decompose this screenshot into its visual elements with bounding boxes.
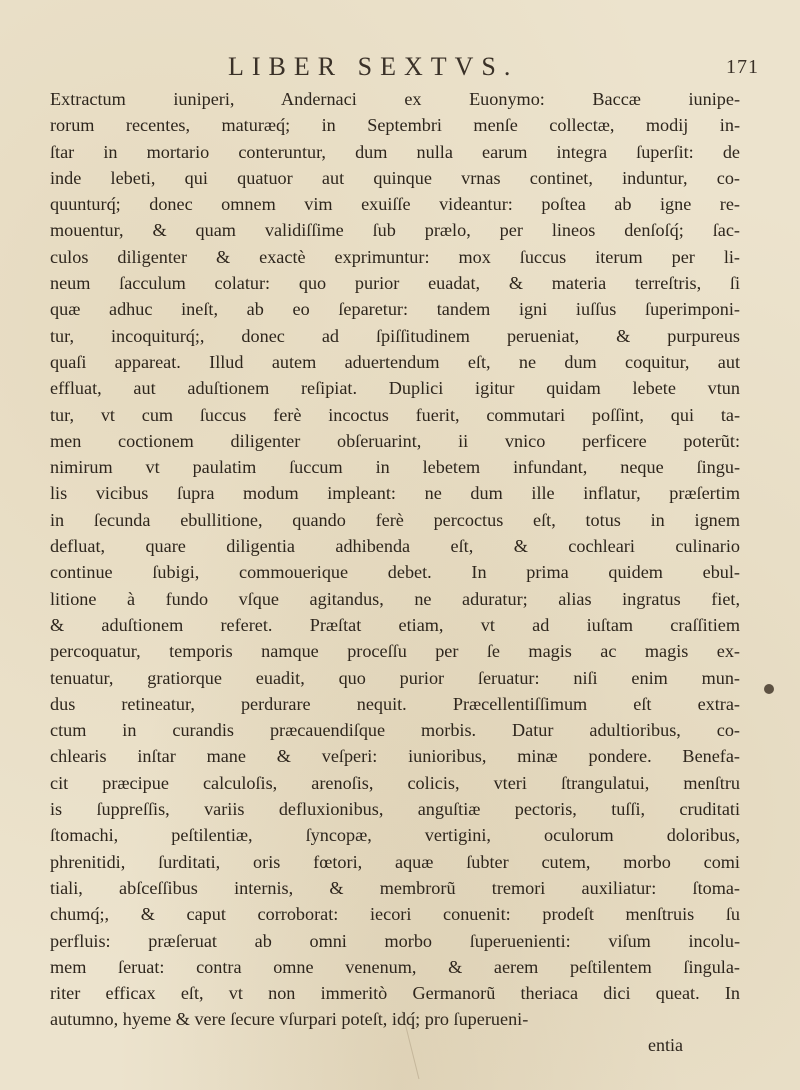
text-line: riter efficax eſt, vt non immeritò Germanorũ theriaca dici queat. In — [50, 983, 740, 1004]
text-line: tiali, abſceſſibus internis, & membrorũ tremori auxiliatur: ſtoma- — [50, 877, 740, 898]
ink-blot — [764, 684, 774, 694]
text-line: men coctionem diligenter obſeruarint, ii vnico perficere poterũt: — [50, 430, 740, 451]
text-line: tur, vt cum ſuccus ferè incoctus fuerit, commutari poſſint, qui ta- — [50, 404, 740, 425]
text-line: quaſi appareat. Illud autem aduertendum eſt, ne dum coquitur, aut — [50, 351, 740, 372]
text-line: neum ſacculum colatur: quo purior euadat, & materia terreſtris, ſi — [50, 273, 740, 294]
text-line: percoquatur, temporis namque proceſſu per ſe magis ac magis ex- — [50, 641, 740, 662]
text-line: litione à fundo vſque agitandus, ne aduratur; alias ingratus fiet, — [50, 588, 740, 609]
text-line: autumno, hyeme & vere ſecure vſurpari poteſt, idq́; pro ſuperueni- — [50, 1009, 529, 1030]
text-line: & aduſtionem referet. Præſtat etiam, vt ad iuſtam craſſitiem — [50, 614, 740, 635]
text-line: chlearis inſtar mane & veſperi: iunioribus, minæ pondere. Benefa- — [50, 746, 740, 767]
text-line: defluat, quare diligentia adhibenda eſt, & cochleari culinario — [50, 536, 740, 557]
text-line: phrenitidi, ſurditati, oris fœtori, aquæ ſubter cutem, morbo comi — [50, 851, 740, 872]
text-line: quæ adhuc ineſt, ab eo ſeparetur: tandem igni iuſſus ſuperimponi- — [50, 299, 740, 320]
text-line: tenuatur, gratiorque euadit, quo purior ſeruatur: niſi enim mun- — [50, 667, 740, 688]
text-line: chumq́;, & caput corroborat: iecori conuenit: prodeſt menſtruis ſu — [50, 904, 740, 925]
text-line: Extractum iuniperi, Andernaci ex Euonymo: Baccæ iunipe- — [50, 89, 740, 109]
text-line: rorum recentes, maturæq́; in Septembri menſe collectæ, modij in- — [50, 115, 740, 136]
text-line: effluat, aut aduſtionem reſipiat. Duplici igitur quidam lebete vtun — [50, 378, 740, 399]
text-line: cit præcipue calculoſis, arenoſis, colicis, vteri ſtrangulatui, menſtru — [50, 772, 740, 793]
text-line: quunturq́; donec omnem vim exuiſſe videantur: poſtea ab igne re- — [50, 194, 740, 215]
text-line: continue ſubigi, commouerique debet. In prima quidem ebul- — [50, 562, 740, 583]
text-line: mouentur, & quam validiſſime ſub prælo, per lineos denſoſq́; ſac- — [50, 220, 740, 241]
running-head-title: LIBER SEXTVS. — [228, 52, 519, 81]
text-line: ctum in curandis præcauendiſque morbis. Datur adultioribus, co- — [50, 720, 740, 741]
text-line: tur, incoquiturq́;, donec ad ſpiſſitudinem perueniat, & purpureus — [50, 325, 740, 346]
catchword: entia — [648, 1034, 683, 1055]
text-line: ſtar in mortario conteruntur, dum nulla earum integra ſuperſit: de — [50, 141, 740, 162]
text-line: ſtomachi, peſtilentiæ, ſyncopæ, vertigini, oculorum doloribus, — [50, 825, 740, 846]
text-line: inde lebeti, qui quatuor aut quinque vrnas continet, induntur, co- — [50, 167, 740, 188]
running-head — [0, 52, 800, 86]
text-line: mem ſeruat: contra omne venenum, & aerem peſtilentem ſingula- — [50, 956, 740, 977]
text-line: nimirum vt paulatim ſuccum in lebetem infundant, neque ſingu- — [50, 457, 740, 478]
text-line: dus retineatur, perdurare nequit. Præcellentiſſimum eſt extra- — [50, 693, 740, 714]
text-line: in ſecunda ebullitione, quando ferè percoctus eſt, totus in ignem — [50, 509, 740, 530]
text-line: is ſuppreſſis, variis defluxionibus, anguſtiæ pectoris, tuſſi, cruditati — [50, 799, 740, 820]
text-line: lis vicibus ſupra modum impleant: ne dum ille inflatur, præſertim — [50, 483, 740, 504]
text-line: perfluis: præſeruat ab omni morbo ſuperuenienti: viſum incolu- — [50, 930, 740, 951]
body-text — [50, 86, 740, 1033]
text-line: culos diligenter & exactè exprimuntur: mox ſuccus iterum per li- — [50, 246, 740, 267]
page-number: 171 — [726, 56, 759, 78]
